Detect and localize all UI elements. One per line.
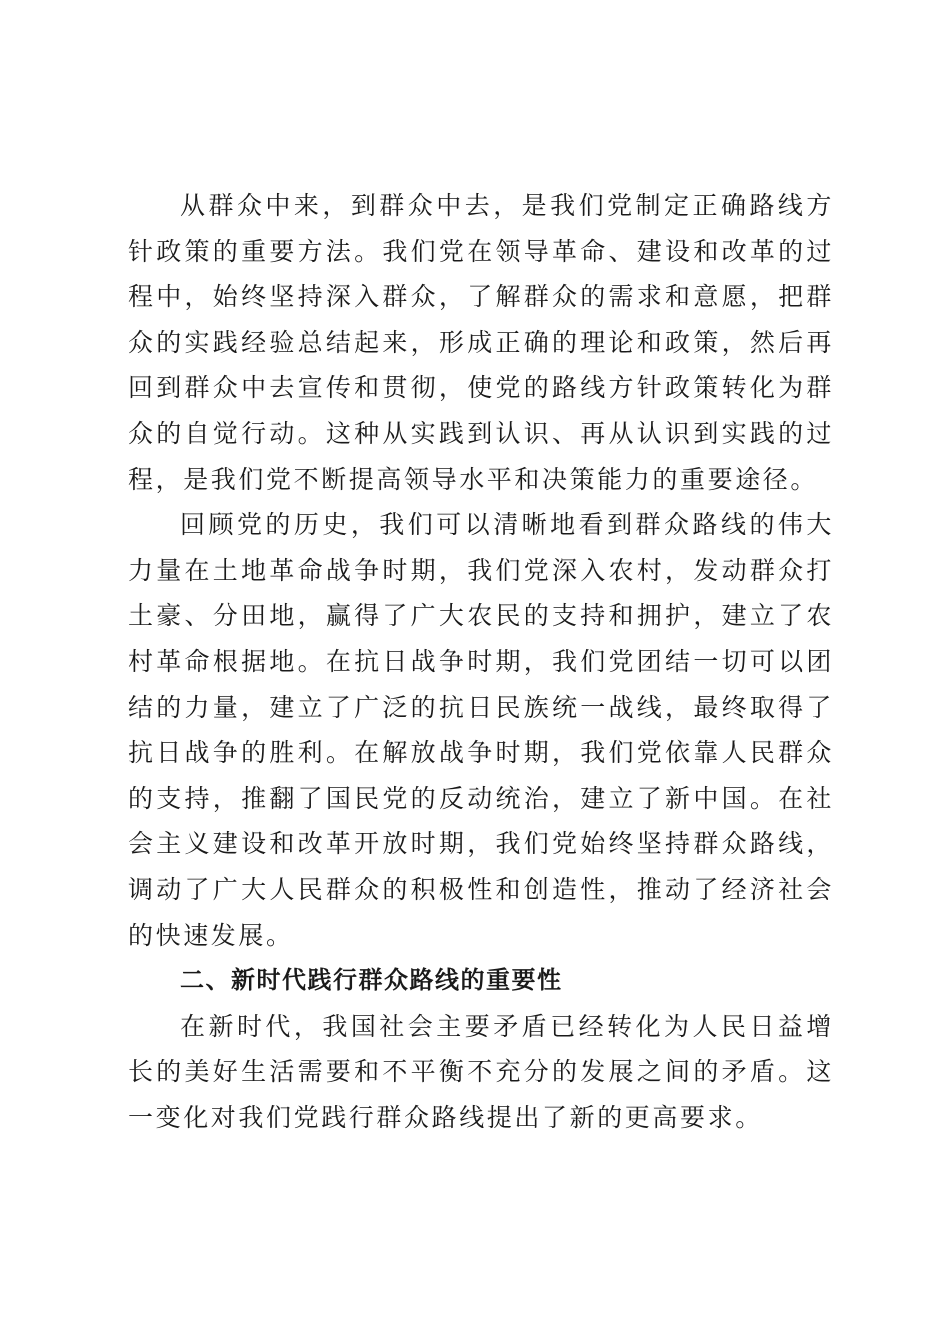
body-paragraph-mass-line-method: 从群众中来，到群众中去，是我们党制定正确路线方针政策的重要方法。我们党在领导革命、建设和改革的过程中，始终坚持深入群众，了解群众的需求和意愿，把群众的实践经验总结起来，形成正确的理论和政策，然后再回到群众中去宣传和贯彻，使党的路线方针政策转化为群众的自觉行动。这种从实践到认识、再从认识到实践的过程，是我们党不断提高领导水平和决策能力的重要途径。: [128, 191, 834, 494]
section-heading: 二、新时代践行群众路线的重要性: [180, 966, 563, 995]
body-paragraph-new-era: 在新时代，我国社会主要矛盾已经转化为人民日益增长的美好生活需要和不平衡不充分的发展之间的矛盾。这一变化对我们党践行群众路线提出了新的更高要求。: [128, 1011, 834, 1132]
document-body: [128, 183, 834, 1140]
body-paragraph-party-history: 回顾党的历史，我们可以清晰地看到群众路线的伟大力量在土地革命战争时期，我们党深入农村，发动群众打土豪、分田地，赢得了广大农民的支持和拥护，建立了农村革命根据地。在抗日战争时期，我们党团结一切可以团结的力量，建立了广泛的抗日民族统一战线，最终取得了抗日战争的胜利。在解放战争时期，我们党依靠人民群众的支持，推翻了国民党的反动统治，建立了新中国。在社会主义建设和改革开放时期，我们党始终坚持群众路线，调动了广大人民群众的积极性和创造性，推动了经济社会的快速发展。: [128, 510, 834, 950]
